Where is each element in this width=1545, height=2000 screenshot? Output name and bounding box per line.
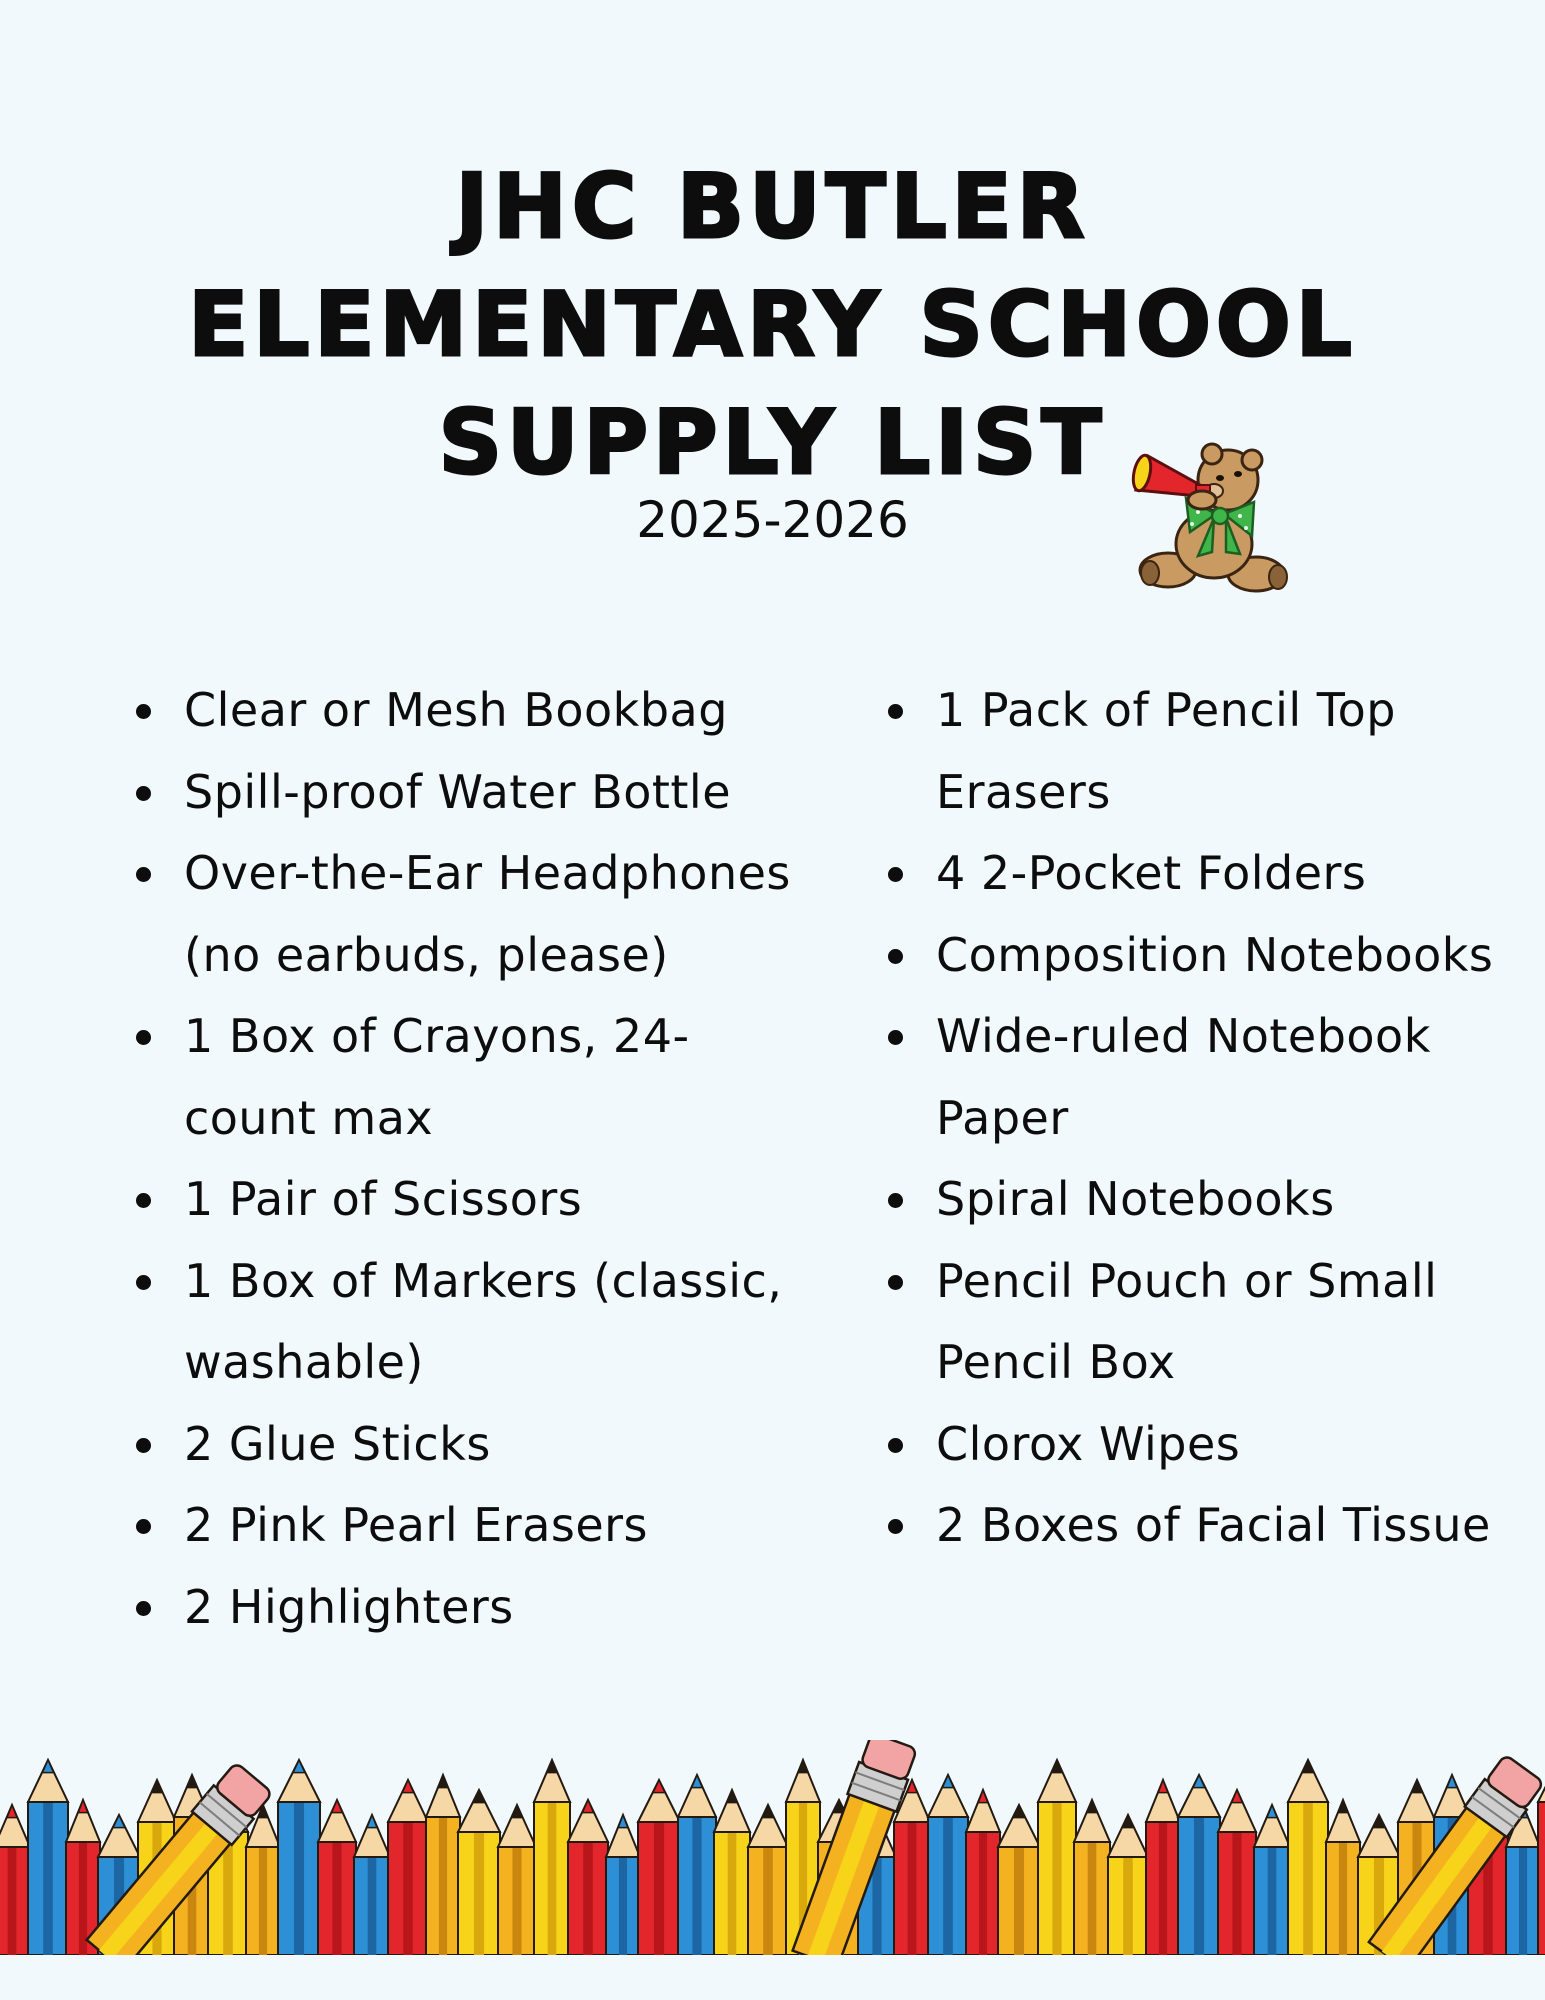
pencil-icon: [0, 1805, 30, 1955]
list-item: 2 Highlighters: [130, 1567, 820, 1649]
title-line-school-name: JHC BUTLER: [455, 155, 1090, 258]
pencil-icon: [1146, 1780, 1180, 1955]
pencil-icon: [568, 1800, 608, 1955]
pencil-icon: [1218, 1790, 1256, 1955]
list-item: 2 Glue Sticks: [130, 1404, 820, 1486]
list-item: 2 Boxes of Facial Tissue: [882, 1485, 1522, 1567]
pencil-icon: [714, 1790, 750, 1955]
pencil-icon: [748, 1805, 788, 1955]
list-item: Over-the-Ear Headphones (no earbuds, please): [130, 833, 820, 996]
pencil-icon: [966, 1790, 1000, 1955]
teddy-bear-megaphone-icon: [1128, 428, 1300, 600]
pencil-icon: [1178, 1775, 1220, 1955]
list-item: 4 2-Pocket Folders: [882, 833, 1522, 915]
pencil-icon: [1074, 1800, 1110, 1955]
pencil-icon: [1254, 1805, 1290, 1955]
pencil-icon: [998, 1805, 1040, 1955]
pencil-icon: [1326, 1800, 1360, 1955]
list-item: Clear or Mesh Bookbag: [130, 670, 820, 752]
pencil-icon: [928, 1775, 968, 1955]
pencil-icon: [388, 1780, 428, 1955]
pencil-icon: [606, 1815, 640, 1955]
list-item: Composition Notebooks: [882, 915, 1522, 997]
pencil-icon: [458, 1790, 500, 1955]
list-item: Spiral Notebooks: [882, 1159, 1522, 1241]
title-line-supply-list: SUPPLY LIST: [438, 391, 1107, 494]
colored-pencils-border: [0, 1740, 1545, 1955]
pencil-icon: [28, 1760, 68, 1955]
supply-list-left-column: [130, 670, 820, 1648]
pencil-icon: [318, 1800, 356, 1955]
pencil-icon: [498, 1805, 536, 1955]
page-title: [0, 148, 1545, 502]
school-year: 2025-2026: [636, 491, 909, 549]
pencil-icon: [426, 1775, 460, 1955]
pencil-icon: [534, 1760, 570, 1955]
title-line-school-type: ELEMENTARY SCHOOL: [188, 273, 1357, 376]
list-item: Wide-ruled Notebook Paper: [882, 996, 1522, 1159]
pencil-icon: [1288, 1760, 1328, 1955]
list-item: Clorox Wipes: [882, 1404, 1522, 1486]
list-item: Pencil Pouch or Small Pencil Box: [882, 1241, 1522, 1404]
pencil-icon: [1108, 1815, 1148, 1955]
pencil-icon: [678, 1775, 716, 1955]
pencil-icon: [354, 1815, 390, 1955]
list-item: 2 Pink Pearl Erasers: [130, 1485, 820, 1567]
list-item: 1 Pack of Pencil Top Erasers: [882, 670, 1522, 833]
pencil-icon: [638, 1780, 680, 1955]
list-item: Spill-proof Water Bottle: [130, 752, 820, 834]
list-item: 1 Box of Markers (classic, washable): [130, 1241, 820, 1404]
list-item: 1 Box of Crayons, 24-count max: [130, 996, 820, 1159]
supply-list-right-column: [882, 670, 1522, 1567]
pencil-icon: [1038, 1760, 1076, 1955]
list-item: 1 Pair of Scissors: [130, 1159, 820, 1241]
pencil-icon: [246, 1805, 280, 1955]
pencil-icon: [278, 1760, 320, 1955]
